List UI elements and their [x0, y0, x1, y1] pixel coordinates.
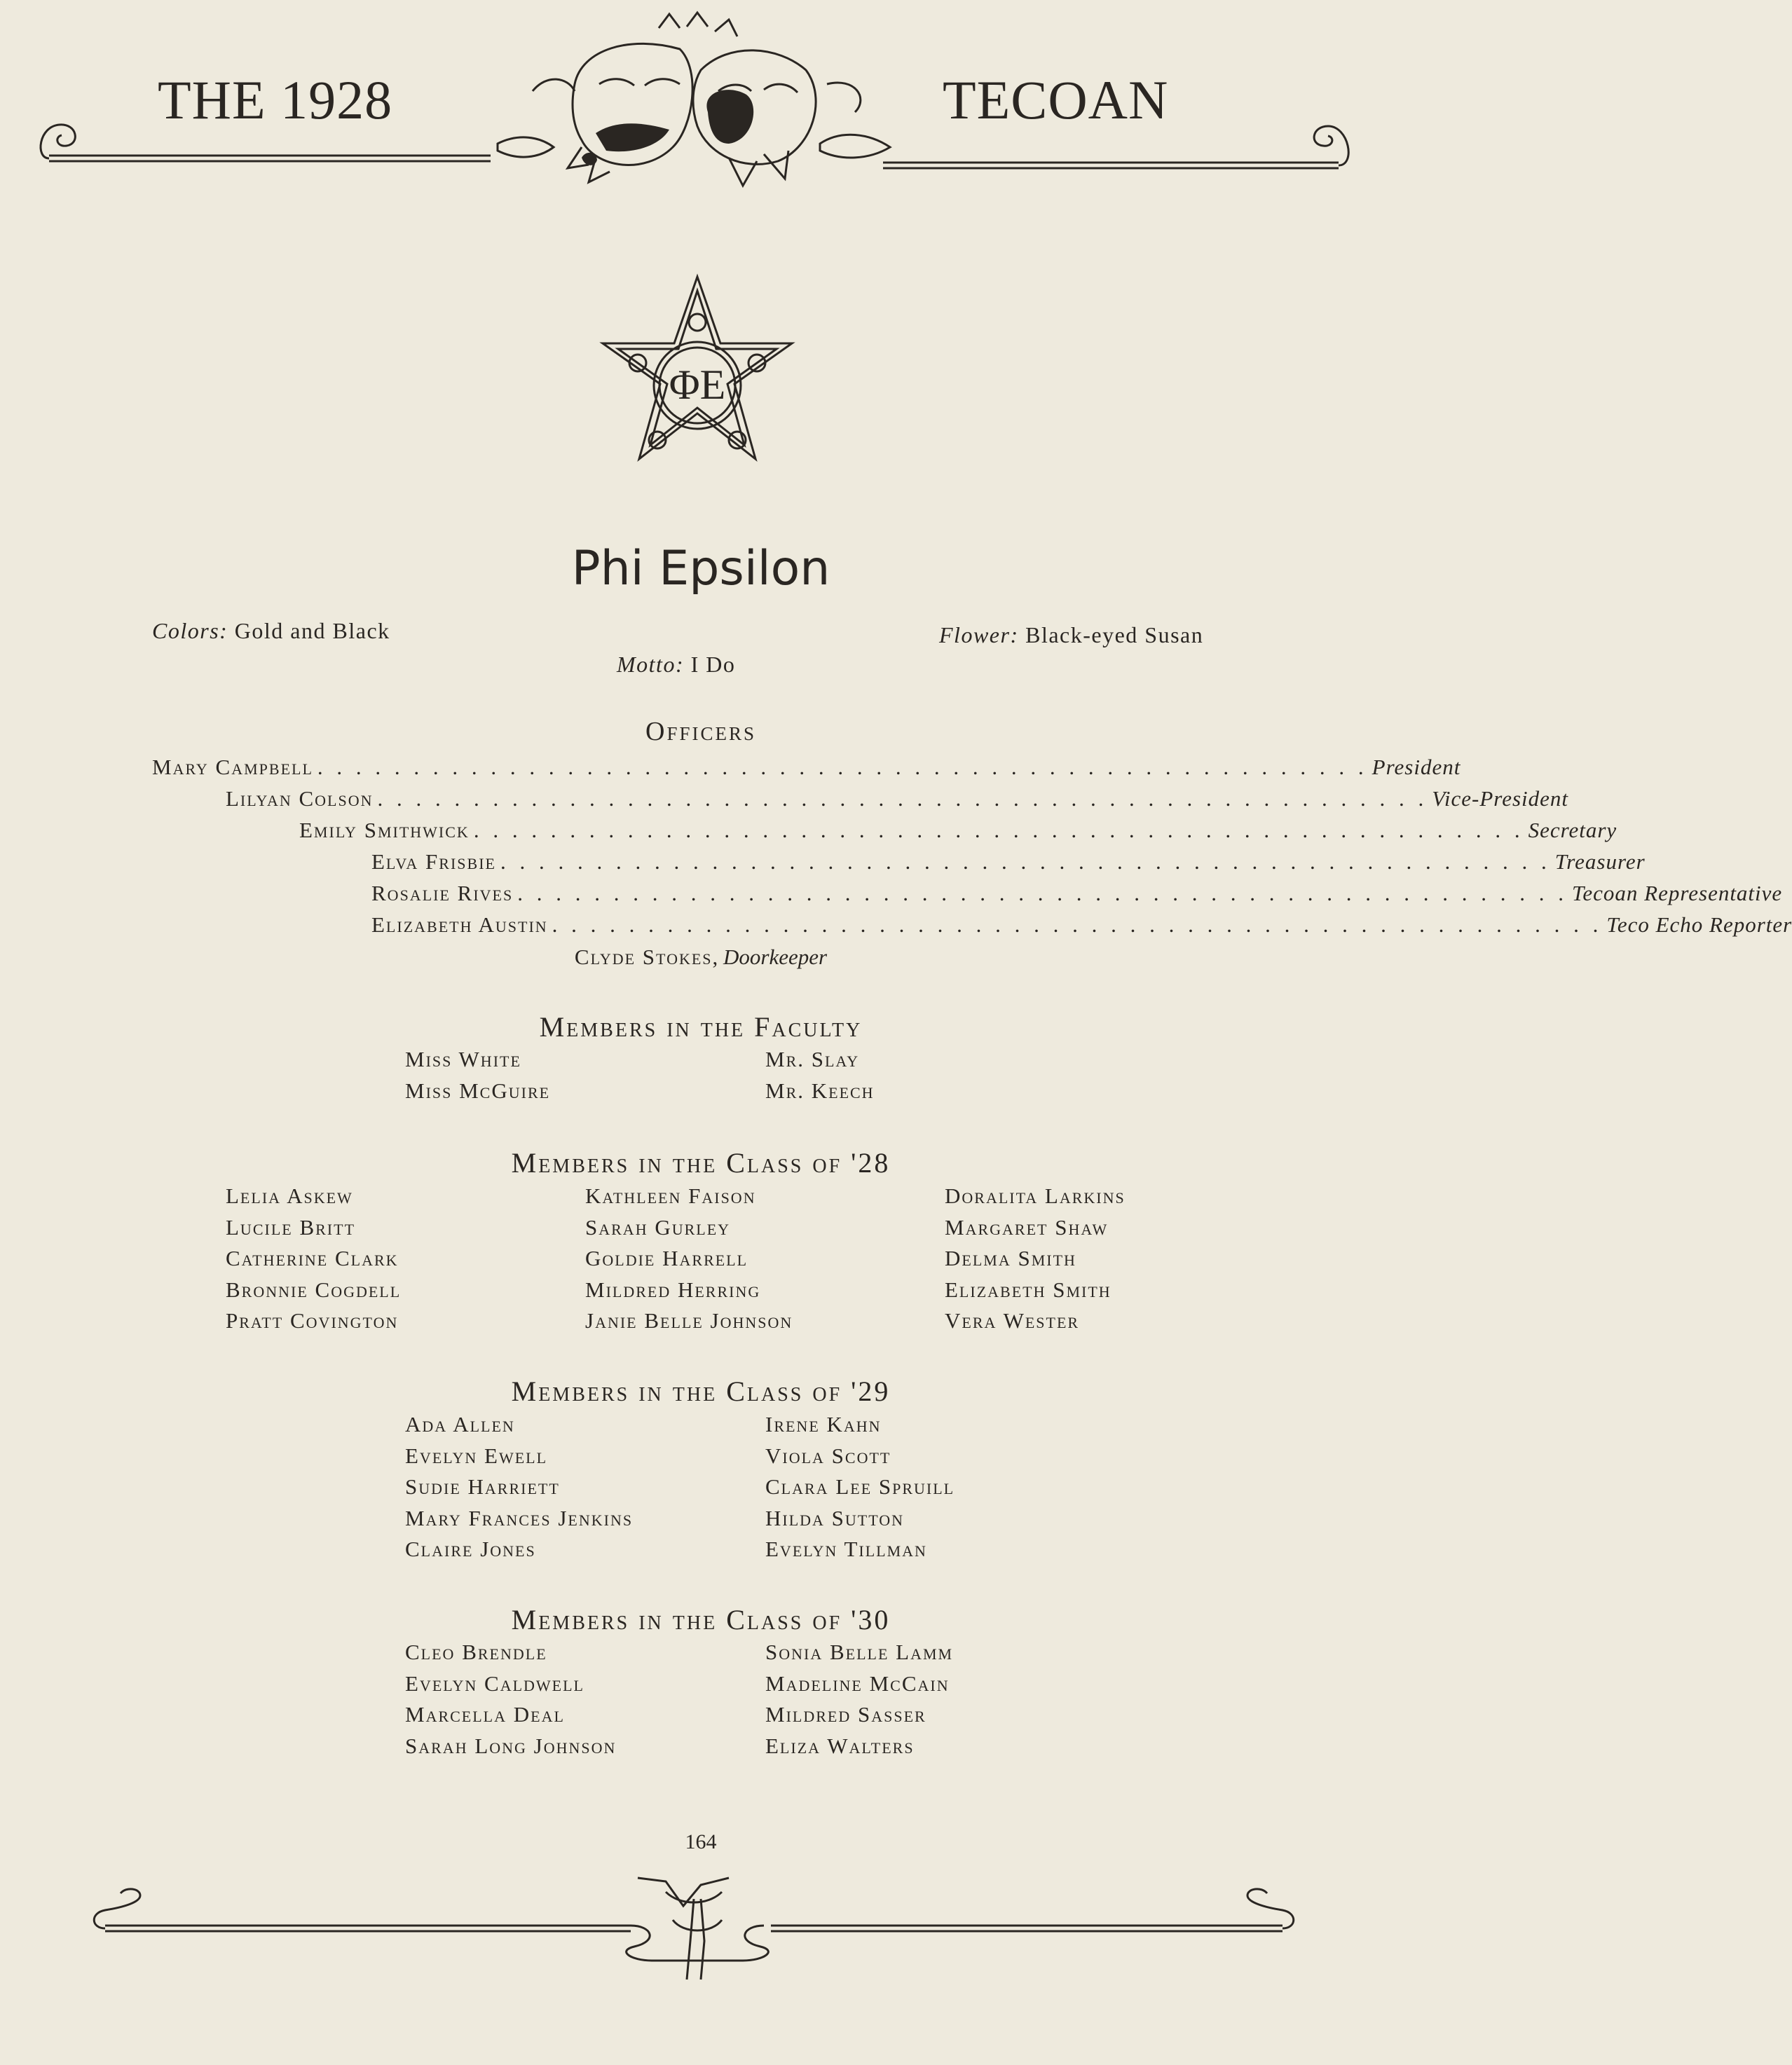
officer-row: [371, 912, 1792, 938]
officer-role: Treasurer: [1554, 849, 1646, 874]
class30-member: Madeline McCain: [765, 1670, 950, 1696]
faculty-member: Mr. Keech: [765, 1078, 875, 1103]
flower-value: Black-eyed Susan: [1025, 622, 1204, 647]
colon-separator: :: [219, 618, 228, 643]
class30-member: Marcella Deal: [405, 1702, 565, 1727]
colors-label: Colors: [152, 618, 220, 643]
class28-member: Vera Wester: [945, 1308, 1080, 1333]
motto-line: [617, 652, 735, 678]
class28-heading: Members in the Class of '28: [511, 1147, 891, 1179]
colon-separator: :: [1010, 622, 1019, 647]
leader-dots: . . . . . . . . . . . . . . . . . . . . . . . . . . . . . . . . . . . . . . . . . . . . . . . . . . . . . . .: [552, 912, 1603, 937]
faculty-col-1: [405, 1044, 550, 1106]
officer-name: Lilyan Colson: [226, 786, 374, 811]
colon-separator: :: [675, 652, 685, 677]
class29-member: Sudie Harriett: [405, 1474, 560, 1499]
page-number: 164: [685, 1830, 717, 1853]
class29-member: Hilda Sutton: [765, 1505, 905, 1530]
doorkeeper-role: Doorkeeper: [723, 945, 828, 969]
officer-name: Elizabeth Austin: [371, 912, 548, 937]
footer-rule-ornament: [0, 1864, 1402, 2004]
flower-line: [939, 622, 1203, 648]
class29-member: Ada Allen: [405, 1412, 515, 1436]
faculty-member: Mr. Slay: [765, 1047, 860, 1071]
class30-member: Cleo Brendle: [405, 1640, 547, 1664]
page-title: Phi Epsilon: [571, 541, 830, 596]
class28-member: Lelia Askew: [226, 1184, 353, 1208]
motto-label: Motto: [617, 652, 676, 677]
class28-member: Bronnie Cogdell: [226, 1277, 402, 1302]
officer-role: Teco Echo Reporter: [1606, 912, 1792, 937]
leader-dots: . . . . . . . . . . . . . . . . . . . . . . . . . . . . . . . . . . . . . . . . . . . . . . . . . . . . . . .: [317, 755, 1368, 779]
class28-member: Goldie Harrell: [585, 1246, 748, 1270]
header-left-title: THE 1928: [158, 69, 393, 130]
leader-dots: . . . . . . . . . . . . . . . . . . . . . . . . . . . . . . . . . . . . . . . . . . . . . . . . . . . . . . .: [473, 818, 1524, 842]
officer-row: [371, 881, 1783, 906]
class29-col-1: [405, 1409, 633, 1565]
officer-row: [299, 818, 1617, 843]
class30-heading: Members in the Class of '30: [511, 1604, 891, 1635]
drama-masks-ornament: [477, 7, 911, 203]
class28-member: Doralita Larkins: [945, 1184, 1126, 1208]
class30-member: Sonia Belle Lamm: [765, 1640, 954, 1664]
class28-member: Sarah Gurley: [585, 1214, 731, 1240]
officer-name: Elva Frisbie: [371, 849, 496, 874]
faculty-member: Miss McGuire: [405, 1078, 551, 1103]
class30-col-1: [405, 1637, 616, 1762]
class28-member: Kathleen Faison: [585, 1184, 756, 1208]
class28-col-1: [226, 1181, 401, 1337]
class29-member: Clara Lee Spruill: [765, 1474, 955, 1499]
class30-member: Evelyn Caldwell: [405, 1670, 584, 1696]
class28-member: Pratt Covington: [226, 1308, 399, 1333]
doorkeeper-name: Clyde Stokes: [574, 945, 713, 969]
page-header: [0, 0, 1402, 210]
class28-member: Janie Belle Johnson: [585, 1308, 793, 1333]
officer-role: President: [1372, 755, 1461, 779]
class29-member: Evelyn Ewell: [405, 1443, 548, 1468]
officer-name: Emily Smithwick: [299, 818, 470, 842]
class28-col-2: [585, 1181, 793, 1337]
faculty-member: Miss White: [405, 1047, 521, 1071]
leader-dots: . . . . . . . . . . . . . . . . . . . . . . . . . . . . . . . . . . . . . . . . . . . . . . . . . . . . . . .: [377, 786, 1428, 811]
colors-line: [152, 618, 390, 644]
officer-role: Tecoan Representative: [1571, 881, 1783, 905]
class29-heading: Members in the Class of '29: [511, 1375, 891, 1407]
doorkeeper-line: [0, 945, 1402, 970]
officer-row: [226, 786, 1568, 811]
class30-member: Sarah Long Johnson: [405, 1733, 617, 1758]
officer-role: Vice-President: [1432, 786, 1568, 811]
class28-col-3: [945, 1181, 1126, 1337]
class29-col-2: [765, 1409, 955, 1565]
class29-member: Claire Jones: [405, 1537, 536, 1561]
class28-member: Delma Smith: [945, 1246, 1076, 1270]
header-right-title: TECOAN: [943, 69, 1169, 130]
officer-role: Secretary: [1528, 818, 1617, 842]
class29-member: Viola Scott: [765, 1443, 891, 1468]
officer-row: [371, 849, 1646, 874]
fraternity-emblem: [596, 273, 799, 469]
class28-member: Elizabeth Smith: [945, 1277, 1112, 1302]
comma-separator: ,: [712, 945, 724, 969]
class28-member: Margaret Shaw: [945, 1214, 1109, 1240]
faculty-heading: Members in the Faculty: [539, 1011, 863, 1043]
class30-member: Mildred Sasser: [765, 1702, 926, 1727]
motto-value: I Do: [690, 652, 736, 677]
leader-dots: . . . . . . . . . . . . . . . . . . . . . . . . . . . . . . . . . . . . . . . . . . . . . . . . . . . . . . .: [500, 849, 1551, 874]
faculty-col-2: [765, 1044, 875, 1106]
class29-member: Mary Frances Jenkins: [405, 1505, 634, 1530]
officer-name: Mary Campbell: [152, 755, 313, 779]
colors-value: Gold and Black: [234, 618, 390, 643]
emblem-letters: ΦE: [669, 362, 726, 408]
class30-col-2: [765, 1637, 953, 1762]
officers-heading: Officers: [645, 717, 756, 746]
flower-label: Flower: [939, 622, 1011, 647]
class28-member: Lucile Britt: [226, 1214, 356, 1240]
leader-dots: . . . . . . . . . . . . . . . . . . . . . . . . . . . . . . . . . . . . . . . . . . . . . . . . . . . . . . .: [517, 881, 1568, 905]
class28-member: Catherine Clark: [226, 1246, 399, 1270]
class28-member: Mildred Herring: [585, 1277, 761, 1302]
class29-member: Irene Kahn: [765, 1412, 882, 1436]
class30-member: Eliza Walters: [765, 1733, 915, 1758]
officer-name: Rosalie Rives: [371, 881, 514, 905]
class29-member: Evelyn Tillman: [765, 1537, 927, 1561]
officer-row: [152, 755, 1461, 780]
